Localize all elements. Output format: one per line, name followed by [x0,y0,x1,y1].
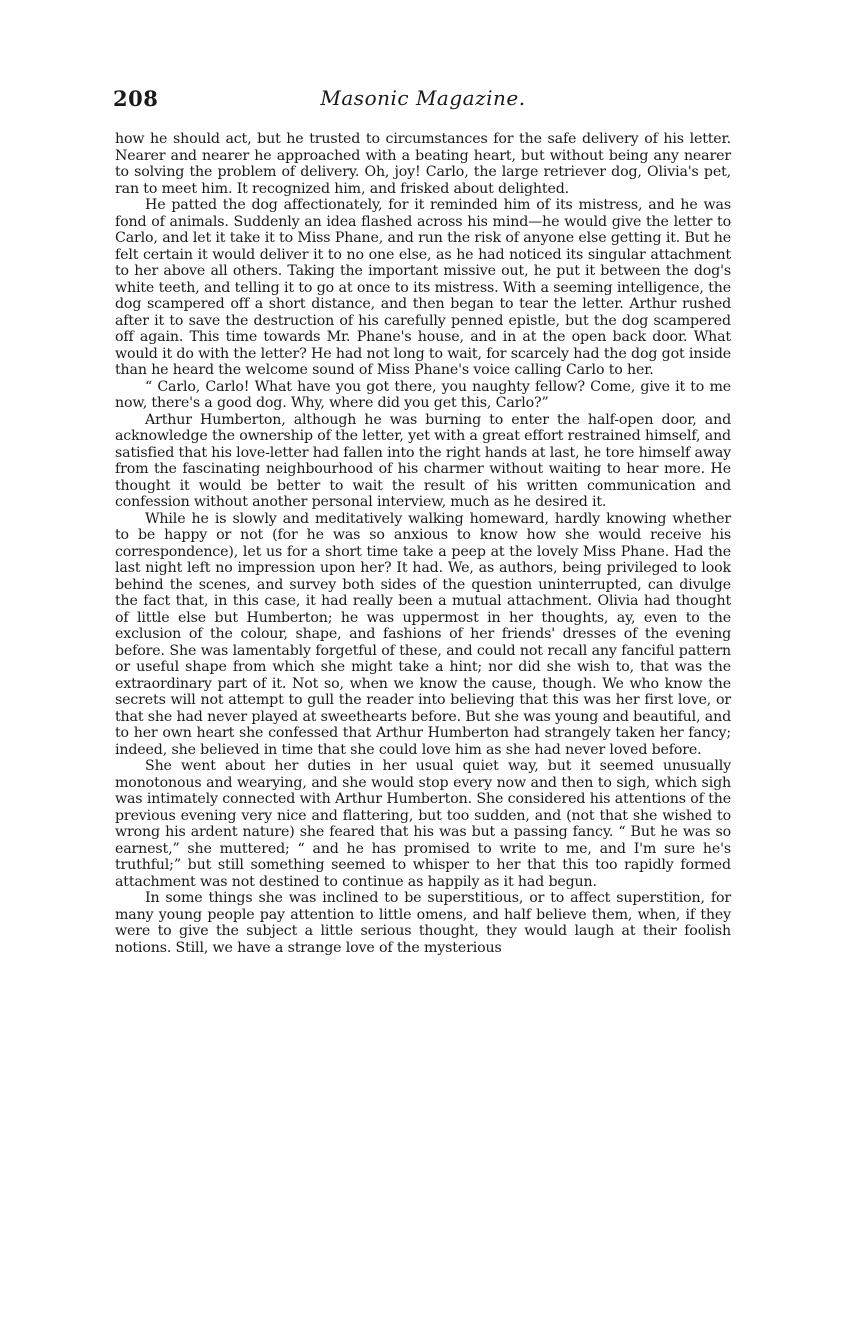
page-number: 208 [113,86,159,111]
paragraph: “ Carlo, Carlo! What have you got there, you naughty fellow? Come, give it to me now, there's a good dog. Why, where did you get this, Carlo?” [115,378,731,411]
paragraph: Arthur Humberton, although he was burning to enter the half-open door, and acknowledge the ownership of the letter, yet with a great effort restrained himself, and satisfied that his love-letter had fallen into the right hands at last, he tore himself away from the fascinating neighbourhood of his charmer without waiting to hear more. He thought it would be better to wait the result of his written communication and confession without another personal interview, much as he desired it. [115,411,731,510]
article-body [115,131,731,956]
paragraph: She went about her duties in her usual quiet way, but it seemed unusually monotonous and wearying, and she would stop every now and then to sigh, which sigh was intimately connected with Arthur Humberton. She considered his attentions of the previous evening very nice and flattering, but too sudden, and (not that she wished to wrong his ardent nature) she feared that his was but a passing fancy. “ But he was so earnest,” she muttered; “ and he has promised to write to me, and I'm sure he's truthful;” but still something seemed to whisper to her that this too rapidly formed attachment was not destined to continue as happily as it had begun. [115,758,731,890]
paragraph: While he is slowly and meditatively walking homeward, hardly knowing whether to be happy or not (for he was so anxious to know how she would receive his correspondence), let us for a short time take a peep at the lovely Miss Phane. Had the last night left no impression upon her? It had. We, as authors, being privileged to look behind the scenes, and survey both sides of the question uninterrupted, can divulge the fact that, in this case, it had really been a mutual attachment. Olivia had thought of little else but Humberton; he was uppermost in her thoughts, ay, even to the exclusion of the colour, shape, and fashions of her friends' dresses of the evening before. She was lamentably forgetful of these, and could not recall any fanciful pattern or useful shape from which she might take a hint; nor did she wish to, that was the extraordinary part of it. Not so, when we know the cause, though. We who know the secrets will not attempt to gull the reader into believing that this was her first love, or that she had never played at sweethearts before. But she was young and beautiful, and to her own heart she confessed that Arthur Humberton had strangely taken her fancy; indeed, she believed in time that she could love him as she had never loved before. [115,510,731,758]
paragraph: how he should act, but he trusted to circumstances for the safe delivery of his letter. Nearer and nearer he approached with a beating heart, but without being any nearer to solving the problem of delivery. Oh, joy! Carlo, the large retriever dog, Olivia's pet, ran to meet him. It recognized him, and frisked about delighted. [115,131,731,197]
paragraph: He patted the dog affectionately, for it reminded him of its mistress, and he was fond of animals. Suddenly an idea flashed across his mind—he would give the letter to Carlo, and let it take it to Miss Phane, and run the risk of anyone else getting it. But he felt certain it would deliver it to no one else, as he had noticed its singular attachment to her above all others. Taking the important missive out, he put it between the dog's white teeth, and telling it to go at once to its mistress. With a seeming intelligence, the dog scampered off a short distance, and then began to tear the letter. Arthur rushed after it to save the destruction of his carefully penned epistle, but the dog scampered off again. This time towards Mr. Phane's house, and in at the open back door. What would it do with the letter? He had not long to wait, for scarcely had the dog got inside than he heard the welcome sound of Miss Phane's voice calling Carlo to her. [115,197,731,378]
paragraph: In some things she was inclined to be superstitious, or to affect superstition, for many young people pay attention to little omens, and half believe them, when, if they were to give the subject a little serious thought, they would laugh at their foolish notions. Still, we have a strange love of the mysterious [115,890,731,956]
running-title: Masonic Magazine. [320,86,526,110]
page-header [113,86,733,118]
